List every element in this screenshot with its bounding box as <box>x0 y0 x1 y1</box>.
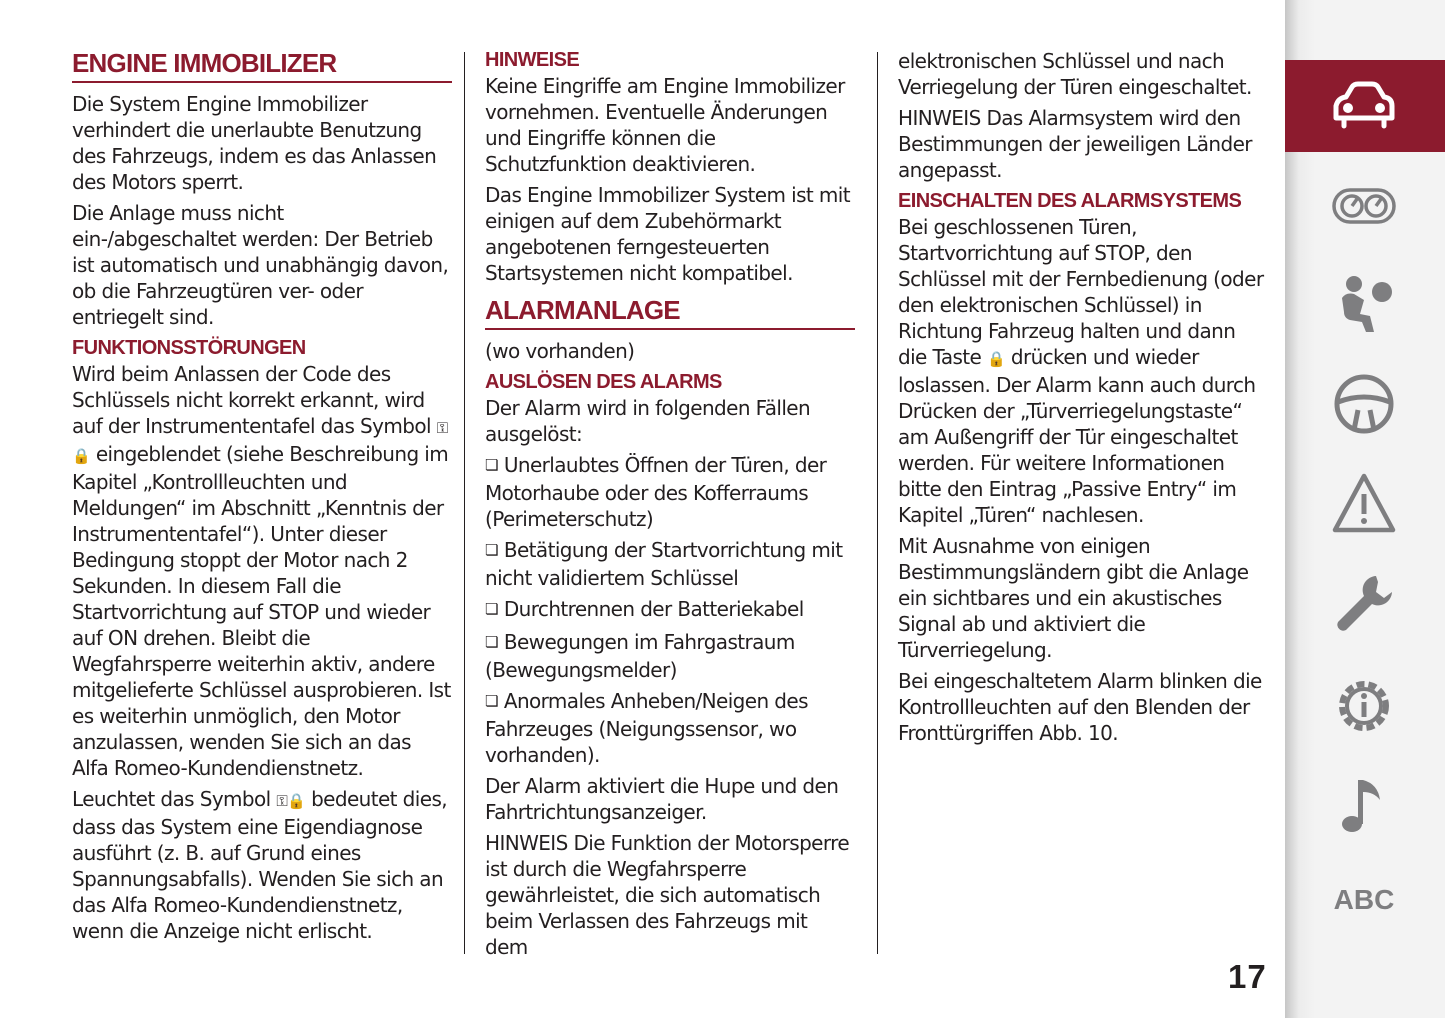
steering-wheel-icon[interactable] <box>1330 370 1398 438</box>
section-title-alarmanlage: ALARMANLAGE <box>485 295 855 330</box>
paragraph <box>72 786 452 944</box>
column-alarm-activation <box>898 48 1266 751</box>
text-fragment: Leuchtet das Symbol <box>72 787 271 811</box>
paragraph: HINWEIS Die Funktion der Motorsperre ist durch die Wegfahrsperre gewährleistet, die sich automatisch beim Verlassen des Fahrzeugs mit dem <box>485 831 850 959</box>
text-fragment: eingeblendet (siehe Beschreibung im Kapitel „Kontrollleuchten und Meldungen“ im Abschnitt „Kenntnis der Instrumententafel“). Unter dieser Bedingung stoppt der Motor nach 2 Sekunden. In diesem Fall die Startvorrichtung auf STOP und wieder auf ON drehen. Bleibt die Wegfahrsperre weiterhin aktiv, andere mitgelieferte Schlüssel ausprobieren. Ist es weiterhin unmöglich, den Motor anzulassen, wenden Sie sich an das Alfa Romeo-Kundendienstnetz. <box>72 442 451 780</box>
subheading-ausloesen-des-alarms: AUSLÖSEN DES ALARMS <box>485 371 722 393</box>
list-item: ❏ Bewegungen im Fahrgastraum (Bewegungsmelder) <box>485 629 855 683</box>
paragraph: Mit Ausnahme von einigen Bestimmungsländern gibt die Anlage ein sichtbares und ein akustisches Signal ab und aktiviert die Türverriegelung. <box>898 534 1249 662</box>
paragraph: elektronischen Schlüssel und nach Verriegelung der Türen eingeschaltet. <box>898 49 1252 99</box>
paragraph <box>898 214 1266 528</box>
paragraph: Die System Engine Immobilizer verhindert die unerlaubte Benutzung des Fahrzeugs, indem es das Anlassen des Motors sperrt. <box>72 92 437 194</box>
paragraph: Keine Eingriffe am Engine Immobilizer vornehmen. Eventuelle Änderungen und Eingriffe können die Schutzfunktion deaktivieren. <box>485 74 845 176</box>
key-lock-warning-icon: ⚿🔒 <box>276 792 306 810</box>
key-lock-warning-icon: ⚿🔒 <box>72 419 448 465</box>
text-fragment: bedeutet dies, dass das System eine Eigendiagnose ausführt (z. B. auf Grund eines Spannungsabfalls). Wenden Sie sich an das Alfa Romeo-Kundendienstnetz, wenn die Anzeige nicht erlischt. <box>72 787 448 943</box>
subheading-einschalten-des-alarmsystems: EINSCHALTEN DES ALARMSYSTEMS <box>898 190 1242 212</box>
paragraph: Der Alarm wird in folgenden Fällen ausgelöst: <box>485 396 811 446</box>
column-divider <box>464 52 465 954</box>
abc-index-tab[interactable]: ABC <box>1333 884 1395 915</box>
list-item: ❏ Unerlaubtes Öffnen der Türen, der Motorhaube oder des Kofferraums (Perimeterschutz) <box>485 452 855 532</box>
paragraph: Das Engine Immobilizer System ist mit einigen auf dem Zubehörmarkt angebotenen ferngesteuerten Startsystemen nicht kompatibel. <box>485 183 850 285</box>
text-fragment: drücken und wieder loslassen. Der Alarm kann auch durch Drücken der „Türverriegelungstaste“ am Außengriff der Tür eingeschaltet werden. Für weitere Informationen bitte den Eintrag „Passive Entry“ im Kapitel „Türen“ nachlesen. <box>898 345 1256 527</box>
paragraph: Der Alarm aktiviert die Hupe und den Fahrtrichtungsanzeiger. <box>485 774 839 824</box>
section-title-engine-immobilizer: ENGINE IMMOBILIZER <box>72 48 452 83</box>
paragraph: Die Anlage muss nicht ein-/abgeschaltet werden: Der Betrieb ist automatisch und unabhängig davon, ob die Fahrzeugtüren ver- oder entriegelt sind. <box>72 201 449 329</box>
warning-triangle-icon[interactable] <box>1330 470 1398 538</box>
availability-note: (wo vorhanden) <box>485 339 635 363</box>
paragraph: Bei eingeschaltetem Alarm blinken die Kontrollleuchten auf den Blenden der Fronttürgriffen Abb. 10. <box>898 669 1262 745</box>
gear-info-icon[interactable] <box>1330 672 1398 740</box>
paragraph <box>72 361 452 781</box>
lock-button-icon: 🔒 <box>987 350 1006 368</box>
list-item: ❏ Durchtrennen der Batteriekabel <box>485 596 855 624</box>
paragraph: HINWEIS Das Alarmsystem wird den Bestimmungen der jeweiligen Länder angepasst. <box>898 106 1252 182</box>
text-fragment: Bei geschlossenen Türen, Startvorrichtung auf STOP, den Schlüssel mit der Fernbedienung (oder den elektronischen Schlüssel) in Richtung Fahrzeug halten und dann die Taste <box>898 215 1264 369</box>
car-icon[interactable] <box>1330 72 1398 140</box>
column-alarmanlage <box>485 48 855 965</box>
dashboard-gauges-icon[interactable] <box>1330 172 1398 240</box>
subheading-funktionsstoerungen: FUNKTIONSSTÖRUNGEN <box>72 337 306 359</box>
text-fragment: Wird beim Anlassen der Code des Schlüssels nicht korrekt erkannt, wird auf der Instrumententafel das Symbol <box>72 362 431 438</box>
subheading-hinweise: HINWEISE <box>485 49 580 71</box>
list-item: ❏ Betätigung der Startvorrichtung mit nicht validiertem Schlüssel <box>485 537 855 591</box>
wrench-icon[interactable] <box>1330 570 1398 638</box>
list-item: ❏ Anormales Anheben/Neigen des Fahrzeuges (Neigungssensor, wo vorhanden). <box>485 688 855 768</box>
column-divider <box>877 52 878 954</box>
music-note-icon[interactable] <box>1330 772 1398 840</box>
page-number: 17 <box>1228 958 1267 995</box>
airbag-seat-icon[interactable] <box>1330 270 1398 338</box>
column-engine-immobilizer <box>72 48 452 949</box>
